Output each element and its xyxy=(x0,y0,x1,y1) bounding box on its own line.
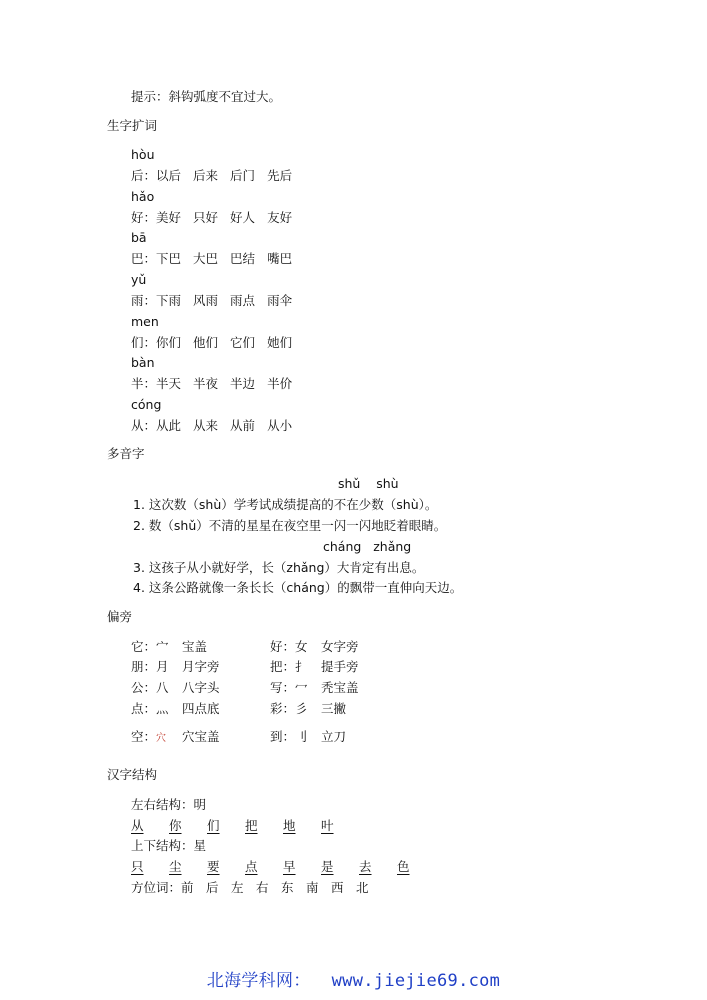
radical-char: 朋： xyxy=(131,659,157,674)
structure-char: 早 xyxy=(283,859,296,874)
radical-name: 提手旁 xyxy=(321,659,359,674)
radical-name: 四点底 xyxy=(182,701,220,716)
vocab-word: 从前 xyxy=(230,418,256,433)
vocab-char: 半： xyxy=(131,376,157,391)
radical-row xyxy=(131,729,220,747)
direction-label: 方位词： xyxy=(131,880,182,895)
radical-name: 立刀 xyxy=(321,729,347,744)
section-heading-polyphonic: 多音字 xyxy=(107,446,145,461)
vocab-word: 下雨 xyxy=(156,293,182,308)
vocab-word: 嘴巴 xyxy=(267,251,293,266)
radical-row xyxy=(270,659,359,675)
structure-char: 尘 xyxy=(169,859,182,874)
sentence-2: 2. 数（shǔ）不清的星星在夜空里一闪一闪地眨着眼睛。 xyxy=(133,518,447,533)
vocab-word: 美好 xyxy=(156,210,182,225)
vocab-word: 半夜 xyxy=(193,376,219,391)
direction-words xyxy=(131,880,381,896)
vocab-word: 先后 xyxy=(267,168,293,183)
vocab-word: 它们 xyxy=(230,335,256,350)
radical-name: 宝盖 xyxy=(182,639,208,654)
left-right-label: 左右结构：明 xyxy=(131,797,207,812)
radical-char: 写： xyxy=(270,680,296,695)
radical-row xyxy=(131,639,207,655)
radical-row xyxy=(131,659,220,675)
vocab-word: 大巴 xyxy=(193,251,219,266)
left-right-chars xyxy=(131,818,359,834)
radical-name: 八字头 xyxy=(182,680,220,695)
direction-char: 南 xyxy=(306,880,319,895)
structure-char: 点 xyxy=(245,859,258,874)
radical-char: 好： xyxy=(270,639,296,654)
structure-char: 只 xyxy=(131,859,144,874)
pinyin-yu: yǔ xyxy=(131,272,147,287)
structure-char: 叶 xyxy=(321,818,334,833)
direction-char: 前 xyxy=(181,880,194,895)
radical-glyph: 八 xyxy=(156,680,169,695)
structure-char: 你 xyxy=(169,818,182,833)
radical-name: 穴宝盖 xyxy=(182,729,220,744)
structure-char: 色 xyxy=(397,859,410,874)
vocab-char: 们： xyxy=(131,335,157,350)
radical-glyph: 女 xyxy=(295,639,308,654)
vocab-row-hao xyxy=(131,210,304,226)
pinyin-hou: hòu xyxy=(131,147,155,162)
direction-char: 后 xyxy=(206,880,219,895)
radical-char: 点： xyxy=(131,701,157,716)
vocab-row-men xyxy=(131,335,304,351)
radical-char: 公： xyxy=(131,680,157,695)
direction-char: 北 xyxy=(356,880,369,895)
radical-row xyxy=(270,680,359,696)
pinyin-hao: hǎo xyxy=(131,189,155,204)
vocab-row-ban xyxy=(131,376,304,392)
radical-row xyxy=(270,729,346,745)
radical-char: 把： xyxy=(270,659,296,674)
radical-glyph: 刂 xyxy=(295,729,308,744)
vocab-char: 巴： xyxy=(131,251,157,266)
section-heading-vocab: 生字扩词 xyxy=(107,118,158,133)
vocab-char: 后： xyxy=(131,168,157,183)
section-heading-radical: 偏旁 xyxy=(107,609,133,624)
vocab-word: 半边 xyxy=(230,376,256,391)
vocab-word: 下巴 xyxy=(156,251,182,266)
structure-char: 把 xyxy=(245,818,258,833)
structure-char: 从 xyxy=(131,818,144,833)
radical-row xyxy=(270,639,359,655)
pinyin-men: men xyxy=(131,314,159,329)
vocab-word: 半价 xyxy=(267,376,293,391)
radical-name: 月字旁 xyxy=(182,659,220,674)
direction-char: 东 xyxy=(281,880,294,895)
vocab-row-ba xyxy=(131,251,304,267)
radical-glyph: 冖 xyxy=(295,680,308,695)
sentence-3: 3. 这孩子从小就好学，长（zhǎng）大肯定有出息。 xyxy=(133,560,425,575)
vocab-word: 从此 xyxy=(156,418,182,433)
structure-char: 去 xyxy=(359,859,372,874)
vocab-char: 雨： xyxy=(131,293,157,308)
vocab-row-cong xyxy=(131,418,304,434)
vocab-word: 风雨 xyxy=(193,293,219,308)
vocab-word: 你们 xyxy=(156,335,182,350)
radical-glyph: 宀 xyxy=(156,639,169,654)
vocab-word: 后门 xyxy=(230,168,256,183)
radical-char: 空： xyxy=(131,729,157,744)
section-heading-structure: 汉字结构 xyxy=(107,767,158,782)
radical-row xyxy=(270,701,346,717)
vocab-word: 雨点 xyxy=(230,293,256,308)
direction-char: 西 xyxy=(331,880,344,895)
vocab-row-yu xyxy=(131,293,304,309)
radical-name: 女字旁 xyxy=(321,639,359,654)
vocab-word: 以后 xyxy=(156,168,182,183)
vocab-char: 好： xyxy=(131,210,157,225)
vocab-word: 好人 xyxy=(230,210,256,225)
top-bottom-chars xyxy=(131,859,435,875)
vocab-word: 她们 xyxy=(267,335,293,350)
pinyin-annotation-1: shǔ shù xyxy=(338,476,399,491)
vocab-word: 从小 xyxy=(267,418,293,433)
radical-char: 彩： xyxy=(270,701,296,716)
radical-char: 到： xyxy=(270,729,296,744)
radical-glyph: 扌 xyxy=(295,659,308,674)
tip-text: 提示：斜钩弧度不宜过大。 xyxy=(131,89,282,104)
radical-name: 秃宝盖 xyxy=(321,680,359,695)
radical-glyph: 月 xyxy=(156,659,169,674)
structure-char: 是 xyxy=(321,859,334,874)
pinyin-annotation-2: cháng zhǎng xyxy=(323,539,412,554)
radical-glyph: 彡 xyxy=(295,701,308,716)
vocab-word: 友好 xyxy=(267,210,293,225)
direction-char: 右 xyxy=(256,880,269,895)
radical-row xyxy=(131,680,220,696)
radical-char: 它： xyxy=(131,639,157,654)
pinyin-ban: bàn xyxy=(131,355,155,370)
structure-char: 们 xyxy=(207,818,220,833)
vocab-row-hou xyxy=(131,168,304,184)
sentence-1: 1. 这次数（shù）学考试成绩提高的不在少数（shù）。 xyxy=(133,497,438,512)
vocab-word: 半天 xyxy=(156,376,182,391)
vocab-word: 后来 xyxy=(193,168,219,183)
sentence-4: 4. 这条公路就像一条长长（cháng）的飘带一直伸向天边。 xyxy=(133,580,463,595)
top-bottom-label: 上下结构：星 xyxy=(131,838,207,853)
footer-watermark[interactable]: 北海学科网： www.jiejie69.com xyxy=(206,971,501,991)
pinyin-cong: cóng xyxy=(131,397,162,412)
radical-name: 三撇 xyxy=(321,701,347,716)
vocab-word: 雨伞 xyxy=(267,293,293,308)
vocab-char: 从： xyxy=(131,418,157,433)
radical-glyph: 穴 xyxy=(156,733,167,744)
vocab-word: 从来 xyxy=(193,418,219,433)
direction-char: 左 xyxy=(231,880,244,895)
vocab-word: 他们 xyxy=(193,335,219,350)
radical-row xyxy=(131,701,220,717)
structure-char: 要 xyxy=(207,859,220,874)
vocab-word: 只好 xyxy=(193,210,219,225)
vocab-word: 巴结 xyxy=(230,251,256,266)
structure-char: 地 xyxy=(283,818,296,833)
radical-glyph: 灬 xyxy=(156,701,169,716)
pinyin-ba: bā xyxy=(131,230,147,245)
